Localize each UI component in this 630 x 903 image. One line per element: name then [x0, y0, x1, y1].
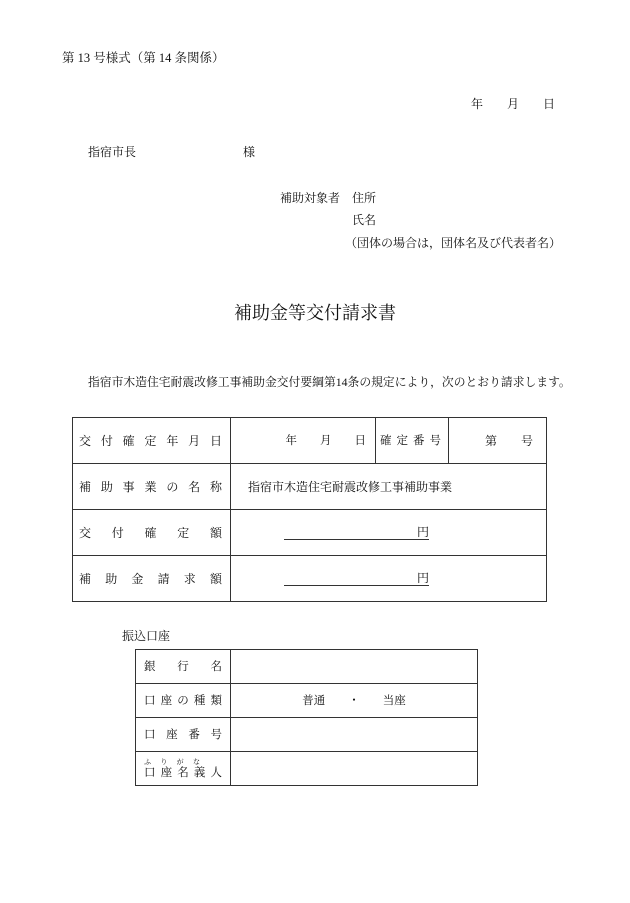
account-type-options	[231, 684, 478, 718]
label-char: な	[192, 757, 200, 766]
label-char: 確	[122, 433, 135, 448]
account-holder-label-cell	[136, 752, 231, 786]
document-title: 補助金等交付請求書	[234, 303, 396, 323]
request-amount-label-cell	[73, 556, 231, 602]
label-char: 交	[79, 433, 92, 448]
label-char: 号	[429, 434, 441, 447]
label-char: 金	[131, 571, 144, 586]
grant-number-label-cell	[376, 418, 449, 464]
grant-date-value: 年 月 日	[231, 418, 376, 464]
label-char: 定	[177, 525, 190, 540]
label-char: ふ	[144, 757, 151, 766]
label-char: の	[166, 479, 179, 494]
grant-amount-row	[73, 510, 547, 556]
grant-number-value-cell	[449, 418, 547, 464]
label-char: 補	[79, 479, 92, 494]
account-number-label	[144, 728, 222, 742]
label-char: 付	[100, 433, 113, 448]
label-char: 定	[144, 433, 157, 448]
account-type-separator: ・	[348, 694, 360, 707]
grant-date-label	[79, 434, 222, 448]
label-char: 額	[209, 571, 222, 586]
bank-account-heading: 振込口座	[122, 629, 171, 643]
label-char: 口	[144, 728, 156, 741]
account-number-row	[136, 718, 478, 752]
label-char: り	[160, 757, 168, 766]
label-char: 月	[188, 433, 201, 448]
account-holder-row	[136, 752, 478, 786]
request-amount-row	[73, 556, 547, 602]
label-char: 定	[396, 434, 408, 447]
bank-name-label-cell	[136, 650, 231, 684]
project-name-row	[73, 464, 547, 510]
label-char: 号	[521, 433, 534, 448]
label-char: が	[176, 757, 184, 766]
label-char: 種	[193, 694, 206, 707]
grant-number-label	[380, 434, 441, 448]
label-char	[497, 434, 509, 448]
bank-name-field	[231, 650, 478, 684]
label-char: 第	[485, 433, 498, 448]
label-char: 交	[79, 525, 92, 540]
addressee-honorific: 様	[243, 145, 256, 159]
addressee-name: 指宿市長	[88, 145, 137, 159]
label-char: 番	[413, 434, 425, 447]
label-char: 確	[144, 525, 157, 540]
applicant-note: （団体の場合は，団体名及び代表者名）	[345, 236, 562, 250]
label-char: 日	[209, 433, 222, 448]
request-table	[72, 417, 547, 602]
account-holder-furigana	[144, 758, 200, 767]
request-amount-label	[79, 572, 222, 586]
account-type-label	[144, 694, 222, 708]
label-char: 座	[160, 694, 173, 707]
grant-amount-line: 円	[284, 525, 429, 540]
label-char: 類	[210, 694, 222, 707]
label-char: 座	[166, 728, 178, 741]
bank-account-table	[135, 649, 478, 786]
label-char: 名	[188, 479, 201, 494]
label-char: 銀	[144, 660, 156, 673]
grant-amount-label-cell	[73, 510, 231, 556]
label-char: 事	[122, 479, 135, 494]
account-number-field	[231, 718, 478, 752]
project-name-label-cell	[73, 464, 231, 510]
label-char: 確	[380, 434, 392, 447]
label-char: 請	[157, 571, 170, 586]
grant-amount-label	[79, 526, 222, 540]
grant-number-value	[485, 434, 532, 448]
bank-name-row	[136, 650, 478, 684]
account-holder-label	[144, 767, 222, 780]
label-char: 助	[105, 571, 118, 586]
label-char: 人	[210, 766, 222, 779]
label-char: 行	[177, 660, 189, 673]
request-amount-value-cell	[231, 556, 547, 602]
request-amount-line: 円	[284, 571, 429, 586]
label-char: 業	[144, 479, 157, 494]
grant-amount-value-cell	[231, 510, 547, 556]
body-text: 指宿市木造住宅耐震改修工事補助金交付要綱第14条の規定により，次のとおり請求します。	[88, 375, 571, 389]
project-name-label	[79, 480, 222, 494]
grant-date-label-cell	[73, 418, 231, 464]
label-char: 義	[193, 766, 206, 779]
bank-name-label	[144, 660, 222, 674]
form-number: 第 13 号様式（第 14 条関係）	[62, 51, 225, 65]
label-char: 付	[111, 525, 124, 540]
account-type-ordinary: 普通	[302, 694, 326, 707]
account-type-label-cell	[136, 684, 231, 718]
label-char	[509, 434, 521, 448]
label-char: 号	[210, 728, 222, 741]
label-char: 口	[144, 694, 156, 707]
applicant-label: 補助対象者	[280, 191, 341, 205]
label-char: 名	[210, 660, 222, 673]
applicant-name-label: 氏名	[352, 213, 377, 227]
label-char: 名	[177, 766, 189, 779]
label-char: 年	[166, 433, 179, 448]
label-char: 番	[188, 728, 200, 741]
label-char: 称	[209, 479, 222, 494]
project-name-value: 指宿市木造住宅耐震改修工事補助事業	[231, 464, 547, 510]
label-char: 補	[79, 571, 92, 586]
label-char: 求	[183, 571, 196, 586]
label-char: 助	[100, 479, 113, 494]
account-number-label-cell	[136, 718, 231, 752]
label-char: 額	[209, 525, 222, 540]
grant-date-row	[73, 418, 547, 464]
applicant-address-label: 住所	[352, 191, 377, 205]
label-char: 座	[160, 766, 173, 779]
account-holder-field	[231, 752, 478, 786]
account-type-row	[136, 684, 478, 718]
account-type-current: 当座	[382, 694, 406, 707]
date-line: 年 月 日	[470, 97, 555, 111]
label-char: 口	[144, 766, 156, 779]
label-char: の	[177, 694, 189, 707]
